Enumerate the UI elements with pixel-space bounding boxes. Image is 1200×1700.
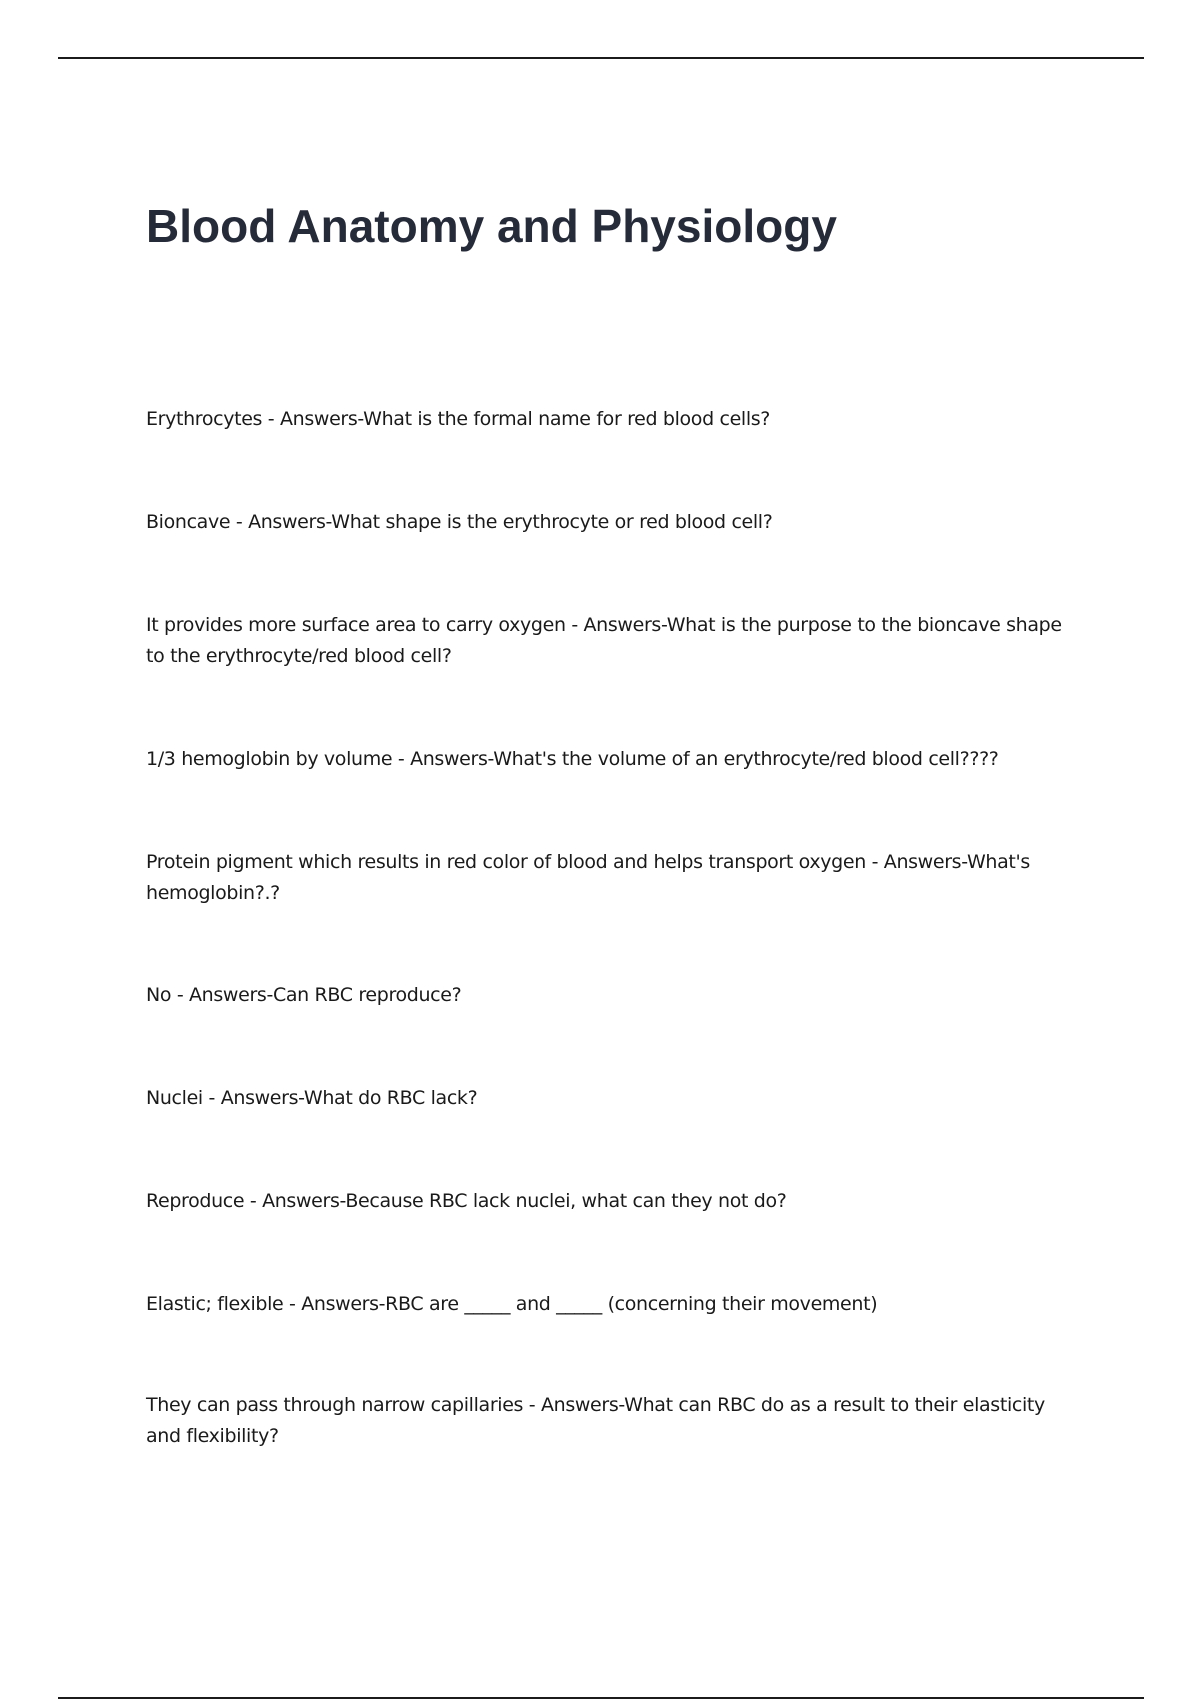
qa-item-2: Bioncave - Answers-What shape is the erythrocyte or red blood cell? (146, 511, 773, 533)
qa-item-10: They can pass through narrow capillaries - Answers-What can RBC do as a result to their elasticity and flexibility? (146, 1394, 1045, 1447)
qa-item-7: Nuclei - Answers-What do RBC lack? (146, 1087, 478, 1109)
qa-item-1: Erythrocytes - Answers-What is the formal name for red blood cells? (146, 408, 771, 430)
page-title: Blood Anatomy and Physiology (146, 200, 837, 252)
qa-item-3: It provides more surface area to carry oxygen - Answers-What is the purpose to the bioncave shape to the erythrocyte/red blood cell? (146, 614, 1062, 667)
qa-item-5: Protein pigment which results in red color of blood and helps transport oxygen - Answers-What's hemoglobin?.? (146, 851, 1030, 904)
qa-item-6: No - Answers-Can RBC reproduce? (146, 984, 462, 1006)
qa-item-9: Elastic; flexible - Answers-RBC are _____ and _____ (concerning their movement) (146, 1293, 878, 1315)
qa-item-4: 1/3 hemoglobin by volume - Answers-What's the volume of an erythrocyte/red blood cell???? (146, 748, 999, 770)
footer-rule (58, 1697, 1144, 1699)
qa-item-8: Reproduce - Answers-Because RBC lack nuclei, what can they not do? (146, 1190, 787, 1212)
header-rule (58, 57, 1144, 59)
